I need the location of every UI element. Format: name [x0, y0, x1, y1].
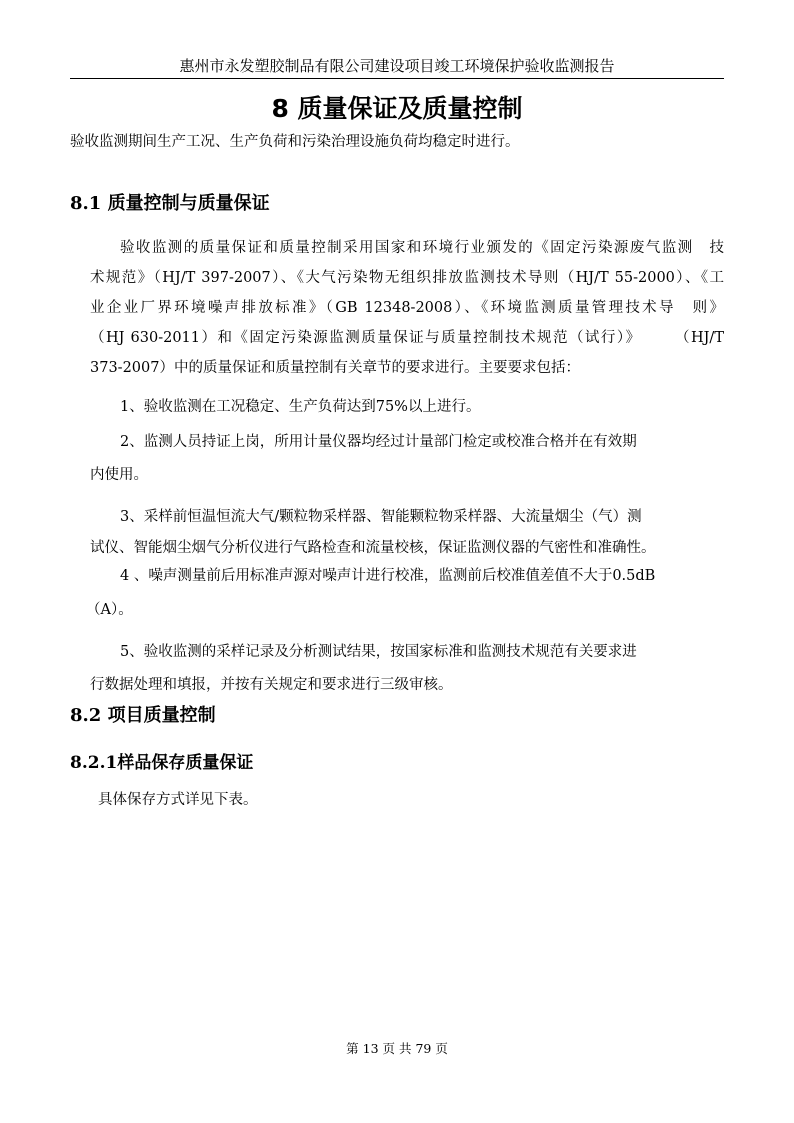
chapter-title: 8 质量保证及质量控制 — [271, 94, 523, 123]
paragraph-line: 术规范》（HJ/T 397-2007）、《大气污染物无组织排放监测技术导则（HJ/T 55-2000）、《工 — [90, 270, 724, 286]
running-header: 惠州市永发塑胶制品有限公司建设项目竣工环境保护验收监测报告 — [179, 57, 615, 75]
paragraph-line: 验收监测的质量保证和质量控制采用国家和环境行业颁发的《固定污染源废气监测 技 — [120, 240, 724, 256]
list-item-5: 5、验收监测的采样记录及分析测试结果，按国家标准和监测技术规范有关要求进 — [120, 644, 637, 660]
list-item-5-cont: 行数据处理和填报，并按有关规定和要求进行三级审核。 — [90, 677, 453, 693]
paragraph-line: （HJ 630-2011）和《固定污染源监测质量保证与质量控制技术规范（试行）》 （HJ/T — [90, 330, 724, 346]
subsection-text: 具体保存方式详见下表。 — [98, 792, 258, 808]
page-number: 第 13 页 共 79 页 — [346, 1041, 448, 1056]
chapter-intro: 验收监测期间生产工况、生产负荷和污染治理设施负荷均稳定时进行。 — [70, 134, 520, 150]
list-item-2: 2、监测人员持证上岗，所用计量仪器均经过计量部门检定或校准合格并在有效期 — [120, 434, 637, 450]
section-heading-8-1: 8.1 质量控制与质量保证 — [70, 193, 270, 214]
list-item-3-cont: 试仪、智能烟尘烟气分析仪进行气路检查和流量校核，保证监测仪器的气密性和准确性。 — [90, 540, 656, 556]
list-item-2-cont: 内使用。 — [90, 467, 148, 483]
list-item-4: 4 、噪声测量前后用标准声源对噪声计进行校准，监测前后校准值差值不大于0.5dB — [120, 568, 656, 584]
subsection-heading-8-2-1: 8.2.1样品保存质量保证 — [70, 753, 254, 773]
list-item-3: 3、采样前恒温恒流大气/颗粒物采样器、智能颗粒物采样器、大流量烟尘（气）测 — [120, 509, 642, 525]
section-heading-8-2: 8.2 项目质量控制 — [70, 705, 216, 726]
list-item-1: 1、验收监测在工况稳定、生产负荷达到75%以上进行。 — [120, 399, 481, 415]
paragraph-line: 373-2007）中的质量保证和质量控制有关章节的要求进行。主要要求包括： — [90, 360, 580, 376]
header-divider — [70, 78, 724, 79]
paragraph-line: 业企业厂界环境噪声排放标准》（GB 12348-2008）、《环境监测质量管理技术导 则》 — [90, 300, 724, 316]
list-item-4-cont: （A）。 — [86, 602, 133, 618]
